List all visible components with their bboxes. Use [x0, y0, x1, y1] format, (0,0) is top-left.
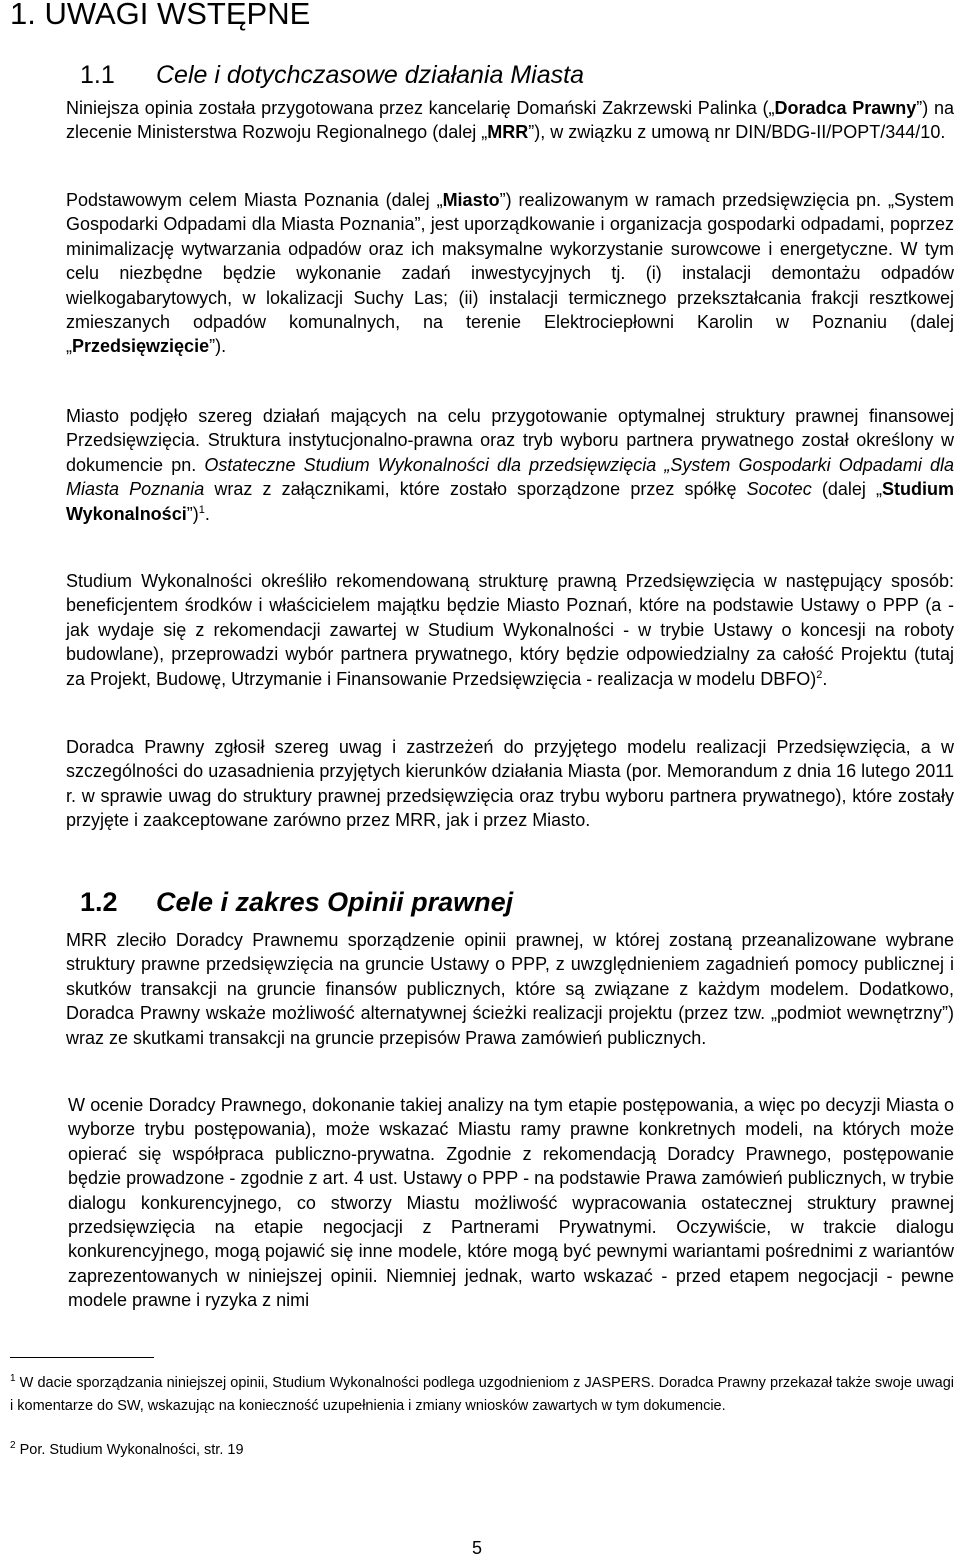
section-title: Cele i dotychczasowe działania Miasta [156, 61, 584, 89]
paragraph-remarks: Doradca Prawny zgłosił szereg uwag i zastrzeżeń do przyjętego modelu realizacji Przedsięwzięcia, a w szczególności do uzasadnienia przyjętych kierunków działania Miasta (por. Memorandum z dnia 16 lutego 2011 r. w sprawie uwag do struktury prawnej przedsięwzięcia oraz trybu wyboru partnera prywatnego), które zostały przyjęte i zaakceptowane zarówno przez MRR, jak i przez Miasto. [66, 737, 954, 831]
section-heading-1-1 [80, 60, 584, 90]
paragraph-structure: Studium Wykonalności określiło rekomendowaną strukturę prawną Przedsięwzięcia w następujący sposób: beneficjentem środków i właścicielem majątku będzie Miasto Poznań, które na podstawie Ustawy o PPP (a - jak wydaje się z rekomendacji zawartej w Studium Wykonalności - w trybie Ustawy o koncesji na roboty budowlane), przeprowadzi wybór partnera prywatnego, który będzie odpowiedzialny za całość Projektu (tutaj za Projekt, Budowę, Utrzymanie i Finansowanie Przedsięwzięcia - realizacja w modelu DBFO)$^2$. [66, 571, 954, 689]
paragraph-scope: MRR zleciło Doradcy Prawnemu sporządzenie opinii prawnej, w której zostaną przeanalizowane wybrane struktury prawne przedsięwzięcia na gruncie Ustawy o PPP, z uwzględnieniem zagadnień pomocy publicznej i skutków transakcji na gruncie finansów publicznych, które są związane z każdym modelem. Dodatkowo, Doradca Prawny wskaże możliwość alternatywnej ścieżki realizacji projektu (przez tzw. „podmiot wewnętrzny”) wraz ze skutkami transakcji na gruncie przepisów Prawa zamówień publicznych. [66, 930, 954, 1048]
paragraph-intro: Niniejsza opinia została przygotowana przez kancelarię Domański Zakrzewski Palinka („Doradca Prawny”) na zlecenie Ministerstwa Rozwoju Regionalnego (dalej „MRR”), w związku z umową nr DIN/BDG-II/POPT/344/10. [66, 98, 954, 143]
page-number: 5 [472, 1538, 483, 1558]
footnote-number: 1 [10, 1373, 16, 1384]
defined-term: Doradca Prawny [774, 98, 917, 118]
document-title: Ostateczne Studium Wykonalności dla przedsięwzięcia „System Gospodarki Odpadami dla Miasta Poznania [66, 454, 954, 500]
defined-term: Studium Wykonalności [66, 479, 954, 524]
section-title: Cele i zakres Opinii prawnej [156, 887, 514, 917]
footnote-separator [10, 1357, 154, 1358]
defined-term: MRR [487, 122, 529, 143]
paragraph-assessment: W ocenie Doradcy Prawnego, dokonanie takiej analizy na tym etapie postępowania, a więc po decyzji Miasta o wyborze trybu postępowania), może wskazać Miastu ramy prawne konkretnych modeli, na których może opierać się współpraca publiczno-prywatna. Zgodnie z rekomendacją Doradcy Prawnego, postępowanie będzie prowadzone - zgodnie z art. 4 ust. Ustawy o PPP - na podstawie Prawa zamówień publicznych, w trybie dialogu konkurencyjnego, co stworzy Miastu możliwość wypracowania ostatecznej struktury prawnej przedsięwzięcia na etapie negocjacji z Partnerami Prywatnymi. Oczywiście, w trakcie dialogu konkurencyjnego, mogą pojawić się inne modele, które mogą być pewnymi wariantami pośrednimi z wariantów zaprezentowanych w niniejszej opinii. Niemniej jednak, warto wskazać - przed etapem negocjacji - pewne modele prawne i ryzyka z nimi [68, 1095, 954, 1311]
defined-term: Przedsięwzięcie [72, 336, 210, 357]
chapter-heading: 1. UWAGI WSTĘPNE [10, 0, 311, 31]
section-number: 1.2 [80, 887, 118, 917]
paragraph-actions: Miasto podjęło szereg działań mających na celu przygotowanie optymalnej struktury prawnej finansowej Przedsięwzięcia. Struktura instytucjonalno-prawna oraz tryb wyboru partnera prywatnego został określony w dokumencie pn. Ostateczne Studium Wykonalności dla przedsięwzięcia „System Gospodarki Odpadami dla Miasta Poznania wraz z załącznikami, które zostało sporządzone przez spółkę Socotec (dalej „Studium Wykonalności”)$^1$. [66, 406, 954, 524]
footnote-ref[interactable]: 2 [816, 668, 823, 681]
footnote-2: $^2$ Por. Studium Wykonalności, str. 19 [10, 1440, 244, 1458]
footnote-ref[interactable]: 1 [198, 503, 205, 516]
section-heading-1-2 [80, 887, 513, 917]
company-name: Socotec [746, 479, 812, 500]
footnote-1: $^1$ W dacie sporządzania niniejszej opinii, Studium Wykonalności podlega uzgodnieniom z JASPERS. Doradca Prawny przekazał także swoje uwagi i komentarze do SW, wskazując na konieczność uzupełnienia i zmiany wniosków zawartych w tym dokumencie. [10, 1373, 954, 1414]
footnote-number: 2 [10, 1440, 16, 1451]
paragraph-objective: Podstawowym celem Miasta Poznania (dalej „Miasto”) realizowanym w ramach przedsięwzięcia pn. „System Gospodarki Odpadami dla Miasta Poznania”, jest uporządkowanie i organizacja gospodarki odpadami, poprzez minimalizację wytwarzania odpadów oraz ich maksymalne wykorzystanie surowcowe i energetyczne. W tym celu niezbędne będzie wykonanie zadań inwestycyjnych tj. (i) instalacji demontażu odpadów wielkogabarytowych, w lokalizacji Suchy Las; (ii) instalacji termicznego przekształcania frakcji resztkowej zmieszanych odpadów komunalnych, na terenie Elektrociepłowni Karolin w Poznaniu (dalej „Przedsięwzięcie”). [66, 190, 954, 357]
defined-term: Miasto [442, 190, 500, 210]
section-number: 1.1 [80, 61, 115, 89]
